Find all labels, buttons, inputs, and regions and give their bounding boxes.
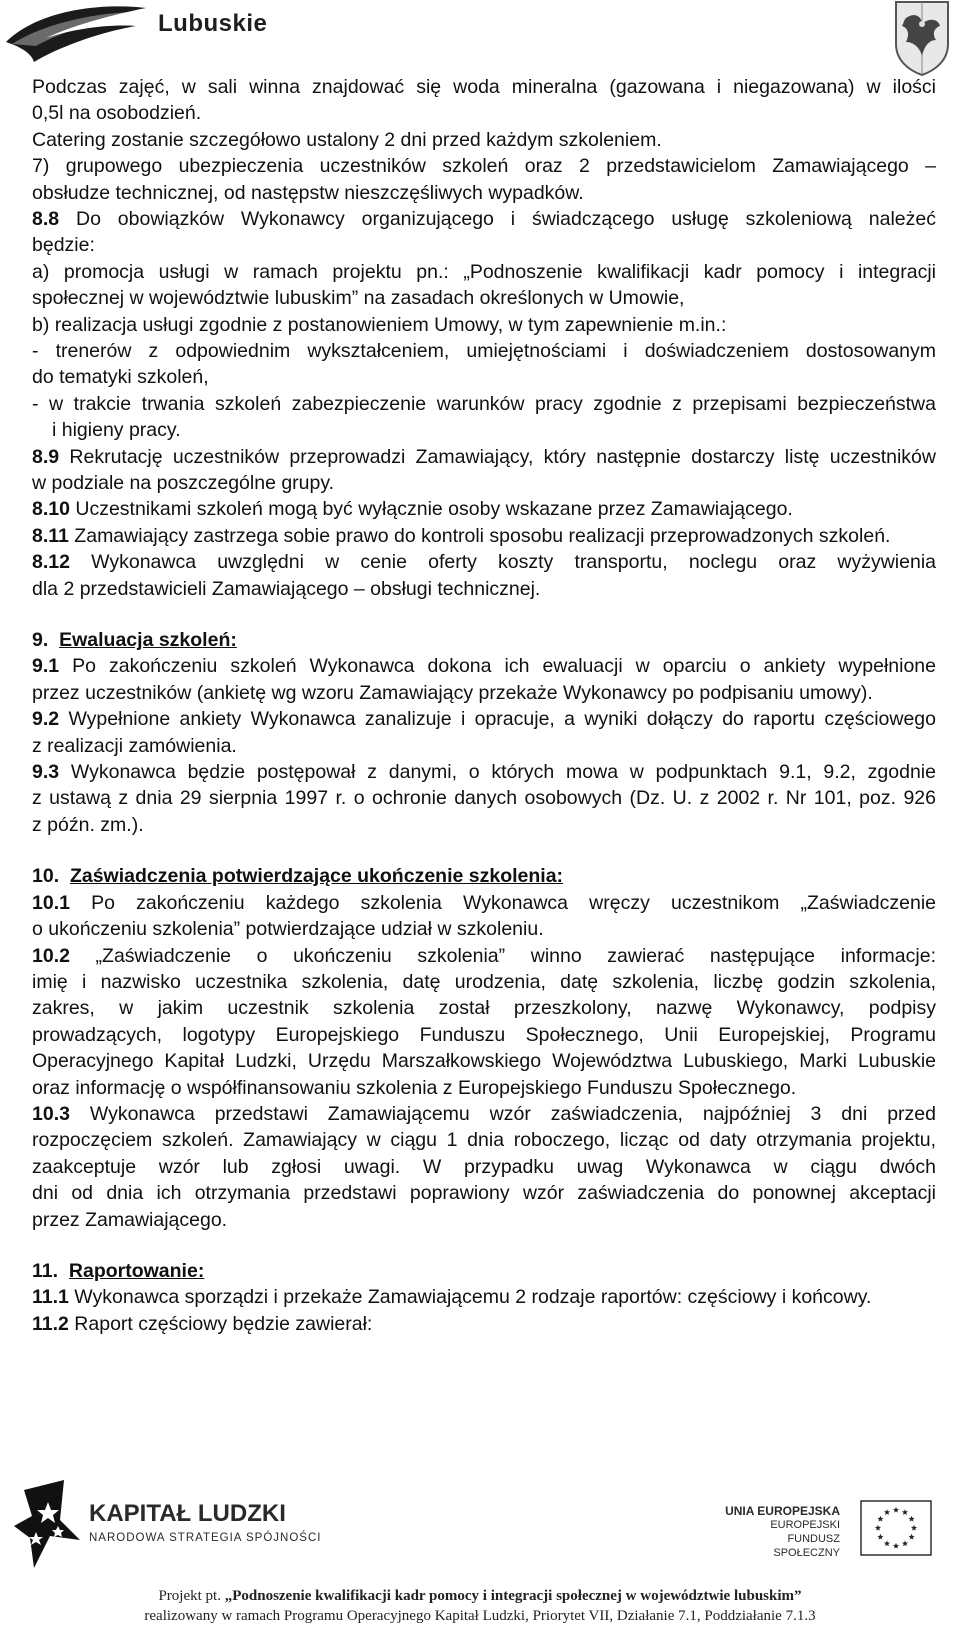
kapital-ludzki-logo-icon: [14, 1480, 84, 1570]
item-number: 10.2: [32, 944, 70, 967]
line-text: do tematyki szkoleń,: [32, 366, 209, 389]
text-line: [32, 1284, 871, 1311]
line-text: zaakceptuje wzór lub zgłosi uwagi. W przypadku uwag Wykonawca w ciągu dwóch: [32, 1155, 936, 1178]
text-line: [32, 549, 936, 576]
brand-name: Lubuskie: [158, 10, 268, 37]
kapital-ludzki-subtitle: NARODOWA STRATEGIA SPÓJNOŚCI: [89, 1532, 322, 1544]
eu-line-3: FUNDUSZ SPOŁECZNY: [773, 1533, 840, 1559]
line-text: będzie:: [32, 234, 95, 257]
text-line: [32, 259, 936, 286]
line-text: i higieny pracy.: [52, 419, 181, 442]
text-line: [32, 890, 936, 917]
text-line: [32, 1311, 372, 1338]
item-number: 9.2: [32, 708, 60, 731]
line-text: Uczestnikami szkoleń mogą być wyłącznie osoby wskazane przez Zamawiającego.: [69, 498, 793, 521]
item-number: 9.3: [32, 761, 60, 784]
text-line: [32, 206, 936, 233]
text-line: [32, 995, 936, 1022]
line-text: rozpoczęciem szkoleń. Zamawiający w ciągu 1 dnia roboczego, licząc od daty otrzymania projektu,: [32, 1129, 936, 1152]
line-text: Zamawiający zastrzega sobie prawo do kontroli sposobu realizacji przeprowadzonych szkoleń.: [68, 524, 891, 547]
coat-of-arms-icon: [892, 0, 952, 76]
item-number: 9.: [32, 629, 49, 652]
kapital-ludzki-title: KAPITAŁ LUDZKI: [89, 1500, 286, 1527]
text-line: [32, 680, 873, 707]
project-title: „Podnoszenie kwalifikacji kadr pomocy i integracji społecznej w województwie lubuskim”: [224, 1588, 802, 1604]
line-text: 7) grupowego ubezpieczenia uczestników szkoleń oraz 2 przedstawicielom Zamawiającego –: [32, 155, 936, 178]
text-line: [32, 943, 936, 970]
line-text: obsłudze technicznej, od następstw nieszczęśliwych wypadków.: [32, 181, 584, 204]
text-line: [32, 733, 237, 760]
line-text: dla 2 przedstawicieli Zamawiającego – obsługi technicznej.: [32, 577, 541, 600]
eu-line-1: UNIA EUROPEJSKA: [725, 1504, 840, 1518]
line-text: o ukończeniu szkolenia” potwierdzające udział w szkoleniu.: [32, 918, 544, 941]
text-line: [32, 1207, 227, 1234]
text-line: [32, 496, 793, 523]
text-line: [32, 470, 334, 497]
text-line: [32, 74, 936, 101]
text-line: [32, 312, 726, 339]
line-text: Wykonawca uwzględni w cenie oferty koszty transportu, noclegu oraz wyżywienia: [69, 551, 936, 574]
text-line: [32, 391, 936, 418]
item-number: 8.9: [32, 445, 60, 468]
item-number: 10.3: [32, 1102, 70, 1125]
text-line: [32, 180, 584, 207]
line-text: z realizacji zamówienia.: [32, 734, 237, 757]
text-line: [32, 916, 544, 943]
line-text: Catering zostanie szczegółowo ustalony 2 dni przed każdym szkoleniem.: [32, 128, 662, 151]
line-text: Rekrutację uczestników przeprowadzi Zamawiający, który następnie dostarczy listę uczestników: [59, 445, 936, 468]
eu-fund-logo: [720, 1500, 960, 1580]
line-text: Podczas zajęć, w sali winna znajdować się woda mineralna (gazowana i niegazowana) w ilości: [32, 76, 936, 98]
text-line: [32, 285, 684, 312]
line-text: „Zaświadczenie o ukończeniu szkolenia” winno zawierać następujące informacje:: [69, 944, 936, 967]
item-number-suffix: 8: [48, 208, 60, 230]
line-text: przez Zamawiającego.: [32, 1208, 228, 1231]
line-text: w podziale na poszczególne grupy.: [32, 472, 335, 494]
text-line: [32, 153, 936, 180]
line-text: Raport częściowy będzie zawierał:: [68, 1312, 373, 1335]
line-text: Operacyjnego Kapitał Ludzki, Urzędu Marszałkowskiego Województwa Lubuskiego, Marki Lubuskie: [32, 1050, 936, 1073]
project-prefix: Projekt pt.: [158, 1588, 225, 1604]
line-text: przez uczestników (ankietę wg wzoru Zamawiający przekaże Wykonawcy po podpisaniu umowy).: [32, 681, 873, 704]
text-line: [32, 1048, 936, 1075]
section-heading: [32, 863, 563, 890]
text-line: [32, 127, 662, 154]
section-heading-text: Raportowanie:: [68, 1260, 205, 1283]
text-line: [32, 706, 936, 733]
line-text: dni od dnia ich otrzymania przedstawi poprawiony wzór zaświadczenia do ponownej akceptacji: [32, 1182, 936, 1205]
item-number: 8.10: [32, 498, 70, 521]
section-heading: [32, 627, 237, 654]
line-text: a) promocja usługi w ramach projektu pn.: „Podnoszenie kwalifikacji kadr pomocy i integracji: [32, 260, 936, 283]
text-line: [32, 576, 540, 603]
lubuskie-logo: [6, 2, 286, 64]
text-line: [32, 759, 936, 786]
text-line: [52, 417, 181, 444]
line-text: 0,5l na osobodzień.: [32, 102, 202, 125]
line-text: Wykonawca przedstawi Zamawiającemu wzór zaświadczenia, najpóźniej 3 dni przed: [69, 1102, 936, 1125]
line-text: z ustawą z dnia 29 sierpnia 1997 r. o ochronie danych osobowych (Dz. U. z 2002 r. Nr 101, poz. 926: [32, 787, 936, 810]
line-text: z późn. zm.).: [32, 813, 144, 836]
section-heading: [32, 1258, 204, 1285]
text-line: [32, 444, 936, 471]
text-line: [32, 812, 144, 839]
lubuskie-swoosh-logo-icon: [6, 2, 156, 64]
item-number: 9.1: [32, 655, 60, 678]
item-number: 8.: [32, 208, 49, 230]
kapital-ludzki-logo: [14, 1480, 374, 1575]
line-text: Wykonawca sporządzi i przekaże Zamawiającemu 2 rodzaje raportów: częściowy i końcowy.: [68, 1286, 872, 1309]
item-number: 11.1: [32, 1286, 69, 1309]
line-text: Po zakończeniu szkoleń Wykonawca dokona ich ewaluacji w oparciu o ankiety wypełnione: [59, 655, 936, 678]
line-text: społecznej w województwie lubuskim” na zasadach określonych w Umowie,: [32, 287, 685, 310]
line-text: Po zakończeniu każdego szkolenia Wykonawca wręczy uczestnikom „Zaświadczenie: [69, 891, 936, 914]
line-text: Wypełnione ankiety Wykonawca zanalizuje i opracuje, a wyniki dołączy do raportu częściowego: [59, 708, 936, 731]
item-number: 10.: [32, 865, 60, 888]
text-line: [32, 653, 936, 680]
text-line: [32, 364, 209, 391]
project-title-line: [0, 1588, 960, 1605]
text-line: [32, 969, 936, 996]
line-text: Do obowiązków Wykonawcy organizującego i świadczącego usługę szkoleniową należeć: [59, 208, 936, 230]
line-text: b) realizacja usługi zgodnie z postanowieniem Umowy, w tym zapewnienie m.in.:: [32, 313, 727, 336]
text-line: [32, 785, 936, 812]
text-line: [32, 338, 936, 365]
text-line: [32, 1101, 936, 1128]
line-text: Wykonawca będzie postępował z danymi, o których mowa w podpunktach 9.1, 9.2, zgodnie: [59, 761, 936, 784]
project-program-line: realizowany w ramach Programu Operacyjnego Kapitał Ludzki, Priorytet VII, Działanie 7.1, Poddziałanie 7.1.3: [144, 1608, 816, 1624]
line-text: prowadzących, logotypy Europejskiego Funduszu Społecznego, Unii Europejskiej, Programu: [32, 1023, 936, 1046]
line-text: oraz informację o współfinansowaniu szkolenia z Europejskiego Funduszu Społecznego.: [32, 1076, 797, 1099]
eu-flag-icon: [860, 1500, 932, 1556]
eu-fund-text: [720, 1504, 840, 1560]
text-line: [32, 1127, 936, 1154]
text-line: [32, 1154, 936, 1181]
text-line: [32, 1180, 936, 1207]
line-text: imię i nazwisko uczestnika szkolenia, datę urodzenia, datę szkolenia, liczbę godzin szkolenia,: [32, 970, 936, 993]
item-number: 11.2: [32, 1312, 69, 1335]
text-line: [32, 1075, 796, 1102]
text-line: [32, 523, 890, 550]
text-line: [32, 100, 201, 127]
text-line: [32, 1022, 936, 1049]
text-line: [32, 232, 95, 259]
line-text: zakres, w jakim uczestnik szkolenia został przeszkolony, nazwę Wykonawcy, podpisy: [32, 997, 936, 1020]
line-text: - w trakcie trwania szkoleń zabezpieczenie warunków pracy zgodnie z przepisami bezpieczeństwa: [32, 392, 936, 415]
eu-line-2: EUROPEJSKI: [770, 1519, 840, 1531]
item-number: 10.1: [32, 891, 70, 914]
section-heading-text: Zaświadczenia potwierdzające ukończenie szkolenia:: [69, 865, 564, 888]
item-number: 8.11: [32, 524, 69, 547]
section-heading-text: Ewaluacja szkoleń:: [59, 629, 237, 652]
line-text: - trenerów z odpowiednim wykształceniem, umiejętnościami i doświadczeniem dostosowanym: [32, 340, 936, 362]
item-number: 8.12: [32, 551, 70, 574]
item-number: 11.: [32, 1260, 59, 1283]
